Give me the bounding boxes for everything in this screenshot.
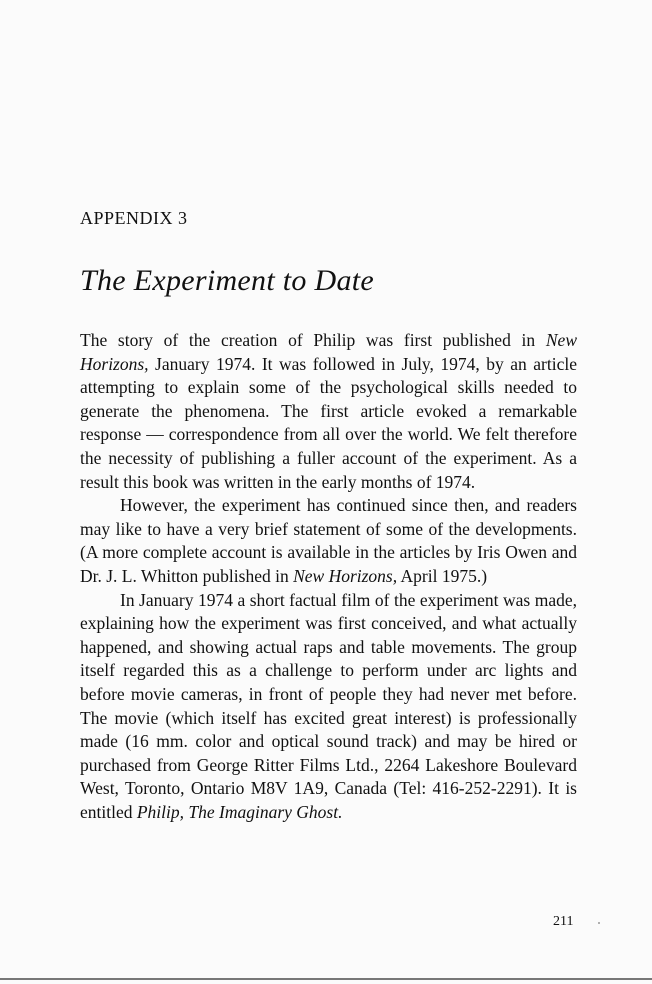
bottom-edge-rule (0, 978, 652, 980)
chapter-title: The Experiment to Date (80, 264, 375, 297)
text-segment: However, the experiment has continued since then, and readers may like to have a very brief statement of some of the developments. (A more complete account is available in the articles by Iris Owen and Dr. J. L. Whitton published in (80, 495, 577, 586)
text-segment: The story of the creation of Philip was first published in (80, 330, 546, 350)
paragraph-1 (80, 329, 577, 494)
text-segment: April 1975.) (397, 565, 488, 586)
paragraph-3 (80, 589, 577, 825)
page-number: 211 (553, 914, 574, 929)
text-segment-italic: New Horizons, (293, 565, 398, 586)
text-segment: In January 1974 a short factual film of the experiment was made, explaining how the experiment was first conceived, and what actually happened, and showing actual raps and table movements. The group itself regarded this as a challenge to perform under arc lights and before movie cameras, in front of people they had never met before. The movie (which itself has excited great interest) is professionally made (16 mm. color and optical sound track) and may be hired or purchased from George Ritter Films Ltd., 2264 Lakeshore Boulevard West, Toronto, Ontario M8V 1A9, Canada (Tel: 416-252-2291). It is entitled (80, 589, 577, 822)
text-segment: January 1974. It was followed in July, 1974, by an article attempting to explain some of the psychological skills needed to generate the phenomena. The first article evoked a remarkable response — correspondence from all over the world. We felt therefore the necessity of publishing a fuller account of the experiment. As a result this book was written in the early months of 1974. (80, 353, 577, 492)
appendix-label: APPENDIX 3 (80, 208, 188, 228)
paragraph-2 (80, 494, 577, 588)
scan-speck (598, 922, 600, 924)
body-text (80, 329, 577, 824)
text-segment-italic: Philip, The Imaginary Ghost. (136, 801, 343, 822)
text-segment-italic: New Horizons, (80, 330, 577, 374)
